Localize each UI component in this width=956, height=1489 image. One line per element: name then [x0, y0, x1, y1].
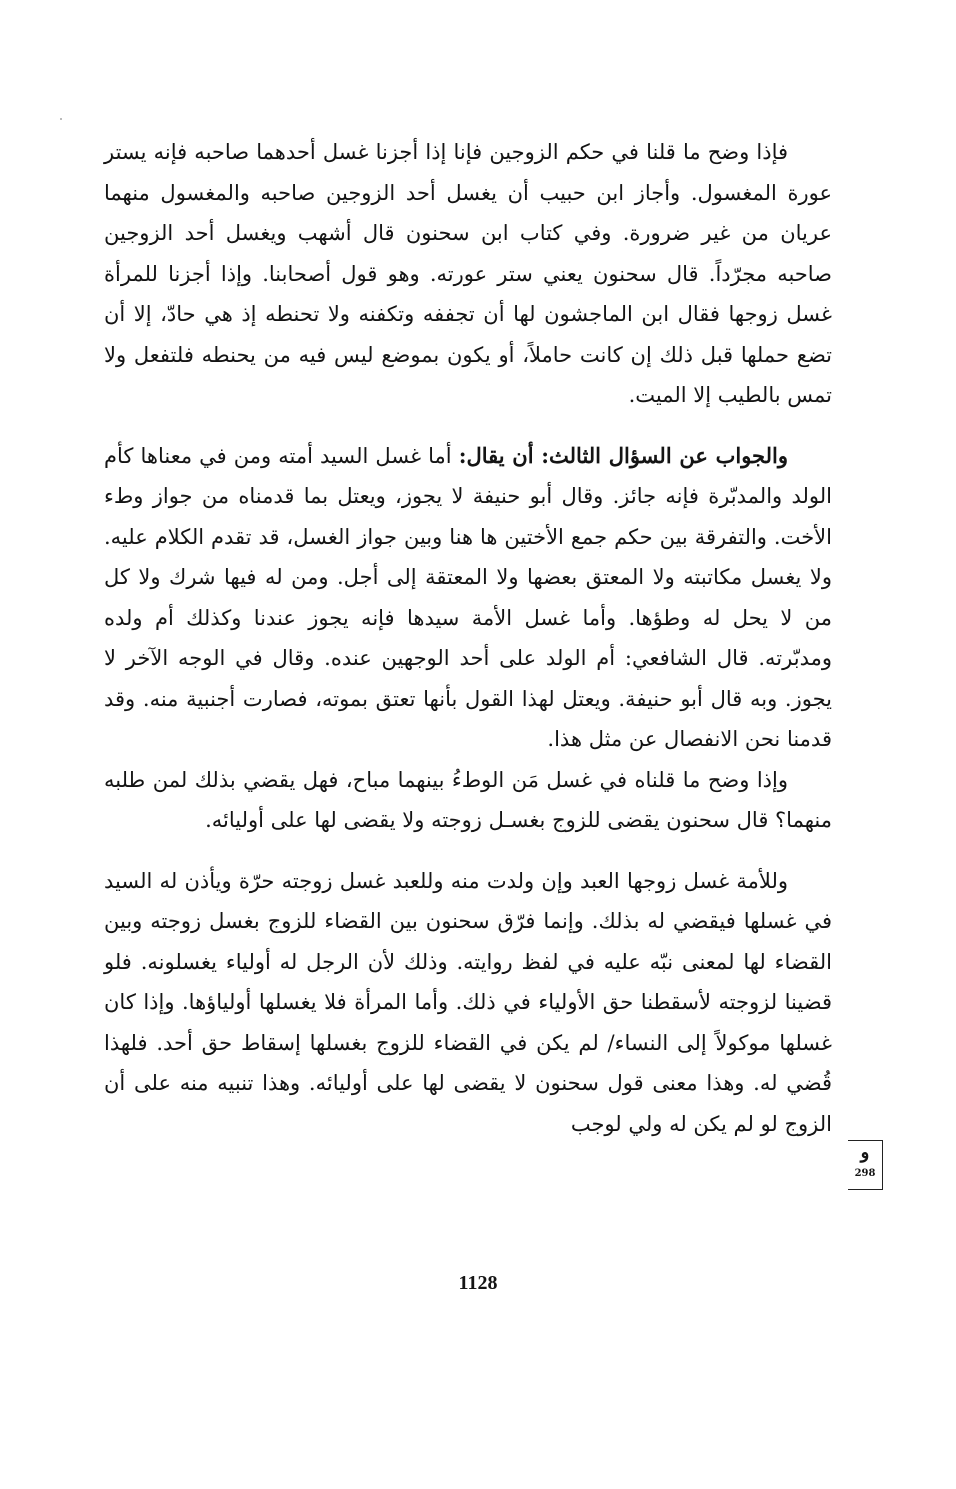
paragraph-text: وإذا وضح ما قلناه في غسل مَن الوطءُ بينهما مباح، فهل يقضي بذلك لمن طلبه منهما؟ قال سحنون يقضى للزوج بغسـل زوجته ولا يقضى لها على أوليائه. — [104, 767, 832, 832]
scan-speck — [60, 118, 62, 120]
folio-number: 298 — [854, 1168, 876, 1179]
paragraph-text: وللأمة غسل زوجها العبد وإن ولدت منه وللعبد غسل زوجته حرّة ويأذن له السيد في غسلها فيقضي له بذلك. وإنما فرّق سحنون بين القضاء للزوج بغسل زوجته وبين القضاء لها لمعنى نبّه عليه في لفظ روايته. وذلك لأن الرجل له أولياء يغسلونه. فلو قضينا لزوجته لأسقطنا حق الأولياء في ذلك. وأما المرأة فلا يغسلها أولياؤها. وإذا كان غسلها موكولاً إلى النساء/ لم يكن في القضاء للزوج بغسلها إسقاط حق أحد. فلهذا قُضي له. وهذا معنى قول سحنون لا يقضى لها على أوليائه. وهذا تنبيه منه على أن الزوج لو لم يكن له ولي لوجب — [104, 868, 832, 1136]
page-number: 1128 — [458, 1272, 498, 1294]
manuscript-folio-marker — [848, 1140, 883, 1190]
paragraph-3 — [104, 760, 832, 841]
folio-letter: و — [860, 1142, 870, 1163]
paragraph-text: فإذا وضح ما قلنا في حكم الزوجين فإنا إذا أجزنا غسل أحدهما صاحبه فإنه يستر عورة المغسول. وأجاز ابن حبيب أن يغسل أحد الزوجين صاحبه والمغسول منهما عريان من غير ضرورة. وفي كتاب ابن سحنون قال أشهب ويغسل أحد الزوجين صاحبه مجرّداً. قال سحنون يعني ستر عورته. وهو قول أصحابنا. وإذا أجزنا للمرأة غسل زوجها فقال ابن الماجشون لها أن تجففه وتكفنه ولا تحنطه إذ هي حادّ، إلا أن تضع حملها قبل ذلك إن كانت حاملاً، أو يكون بموضع ليس فيه من يحنطه فلتفعل ولا تمس بالطيب إلا الميت. — [104, 140, 832, 407]
body-text — [104, 132, 832, 1144]
paragraph-lead: والجواب عن السؤال الثالث: أن يقال: — [458, 442, 788, 468]
paragraph-text: أما غسل السيد أمته ومن في معناها كأم الولد والمدبّرة فإنه جائز. وقال أبو حنيفة لا يجوز، ويعتل بما قدمناه من جواز وطء الأخت. والتفرقة بين حكم جمع الأختين ها هنا وبين جواز الغسل، قد تقدم الكلام عليه. ولا يغسل مكاتبته ولا المعتق بعضها ولا المعتقة إلى أجل. ومن له فيها شرك ولا كل من لا يحل له وطؤها. وأما غسل الأمة سيدها فإنه يجوز عندنا وكذلك أم ولده ومدبّرته. قال الشافعي: أم الولد على أحد الوجهين عنده. وقال في الوجه الآخر لا يجوز. وبه قال أبو حنيفة. ويعتل لهذا القول بأنها تعتق بموته، فصارت أجنبية منه. وقد قدمنا نحن الانفصال عن مثل هذا. — [104, 443, 832, 751]
paragraph-2 — [104, 436, 832, 760]
paragraph-4 — [104, 861, 832, 1145]
paragraph-1 — [104, 132, 832, 416]
